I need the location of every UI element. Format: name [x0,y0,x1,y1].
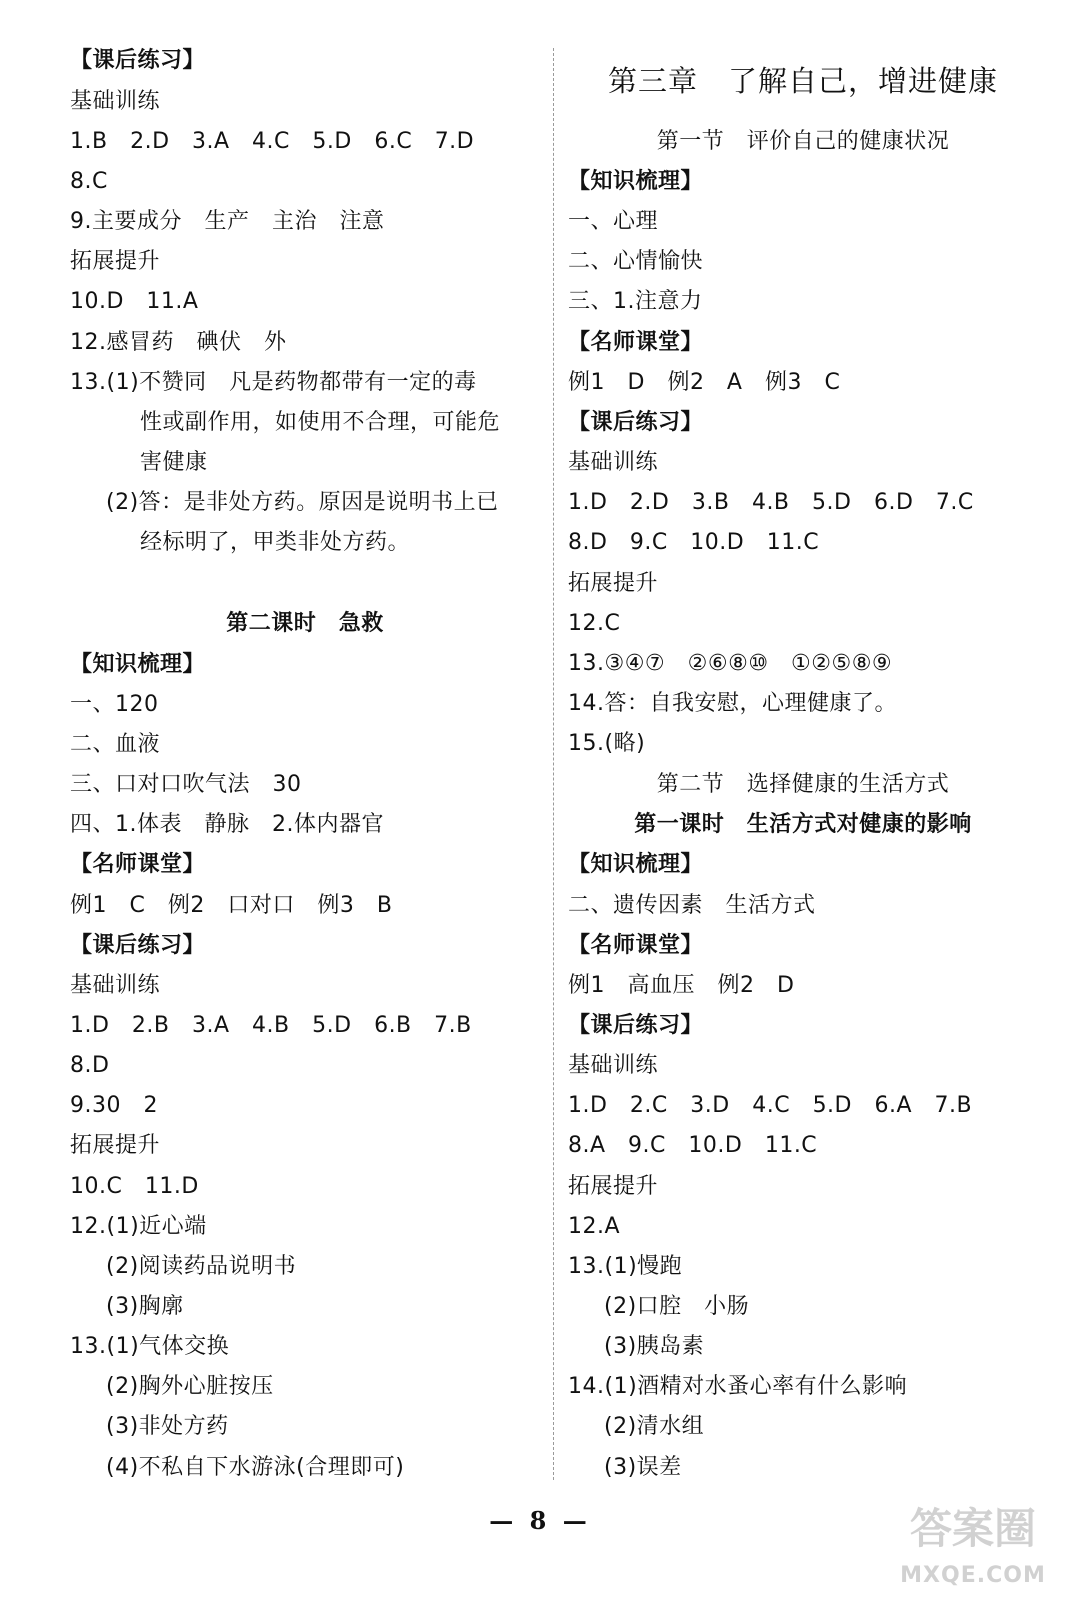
subsection-label: 基础训练 [568,1053,659,1078]
answer-line: 8.D 9.C 10.D 11.C [568,530,820,555]
section-heading: 【课后练习】 [70,933,206,958]
answer-line: 9.主要成分 生产 主治 注意 [70,209,385,234]
answer-line: (3)胸廓 [106,1294,184,1319]
subsection-label: 拓展提升 [70,249,161,274]
answer-line: 13.(1)不赞同 凡是药物都带有一定的毒 [70,370,477,395]
answer-line: 9.30 2 [70,1093,158,1118]
subsection-label: 基础训练 [568,450,659,475]
answer-line: 10.C 11.D [70,1174,199,1199]
watermark-url: MXQE.COM [900,1563,1046,1588]
watermark-logo [878,1504,1068,1596]
subsection-label: 拓展提升 [568,1174,659,1199]
answer-line: 8.D [70,1053,110,1078]
answer-line: 14.答：自我安慰，心理健康了。 [568,691,897,716]
page-number: — 8 — [489,1506,591,1535]
answer-line: 性或副作用，如使用不合理，可能危 [140,410,501,435]
answer-line: 三、1.注意力 [568,289,703,314]
chapter-title: 第三章 了解自己，增进健康 [607,64,998,98]
answer-line: (2)胸外心脏按压 [106,1374,274,1399]
watermark-text: 答案圈 [909,1504,1036,1553]
answer-line: 四、1.体表 静脉 2.体内器官 [70,812,384,837]
section-heading: 【课后练习】 [568,410,704,435]
subsection-label: 基础训练 [70,973,161,998]
answer-line: 例1 C 例2 口对口 例3 B [70,893,393,918]
answer-line: (3)胰岛素 [604,1334,705,1359]
answer-line: 13.(1)气体交换 [70,1334,230,1359]
answer-line: 二、心情愉快 [568,249,704,274]
section-heading: 【知识梳理】 [568,852,704,877]
answer-line: 14.(1)酒精对水蚤心率有什么影响 [568,1374,908,1399]
answer-line: (2)答：是非处方药。原因是说明书上已 [106,490,499,515]
section-heading: 【课后练习】 [70,48,206,73]
answer-line: 12.(1)近心端 [70,1214,207,1239]
answer-line: 12.C [568,611,621,636]
answer-line: 二、血液 [70,732,161,757]
answer-line: 10.D 11.A [70,289,199,314]
answer-line: 三、口对口吹气法 30 [70,772,302,797]
subsection-label: 拓展提升 [568,571,659,596]
answer-line: 1.D 2.C 3.D 4.C 5.D 6.A 7.B [568,1093,973,1118]
answer-line: 1.D 2.D 3.B 4.B 5.D 6.D 7.C [568,490,974,515]
answer-line: (2)口腔 小肠 [604,1294,750,1319]
answer-line: (4)不私自下水游泳(合理即可) [106,1455,405,1480]
section-title: 第二节 选择健康的生活方式 [656,772,950,797]
answer-line: 一、120 [70,692,159,717]
answer-line: 1.B 2.D 3.A 4.C 5.D 6.C 7.D [70,129,475,154]
lesson-title: 第二课时 急救 [226,611,384,636]
answer-line: 13.③④⑦ ②⑥⑧⑩ ①②⑤⑧⑨ [568,651,893,676]
subsection-label: 拓展提升 [70,1133,161,1158]
answer-line: 13.(1)慢跑 [568,1254,683,1279]
answer-line: 12.感冒药 碘伏 外 [70,330,287,355]
answer-line: 15.(略) [568,731,646,756]
answer-line: 例1 D 例2 A 例3 C [568,370,841,395]
answer-line: (3)误差 [604,1455,682,1480]
answer-line: (2)清水组 [604,1414,705,1439]
answer-line: 害健康 [140,450,208,475]
answer-line: 经标明了，甲类非处方药。 [140,530,411,555]
section-title: 第一节 评价自己的健康状况 [656,129,950,154]
answer-line: (2)阅读药品说明书 [106,1254,297,1279]
section-heading: 【知识梳理】 [568,169,704,194]
lesson-title: 第一课时 生活方式对健康的影响 [634,812,972,837]
answer-line: 二、遗传因素 生活方式 [568,893,816,918]
answer-line: 例1 高血压 例2 D [568,973,795,998]
section-heading: 【名师课堂】 [568,933,704,958]
section-heading: 【名师课堂】 [70,852,206,877]
answer-line: 8.A 9.C 10.D 11.C [568,1133,818,1158]
answer-line: 1.D 2.B 3.A 4.B 5.D 6.B 7.B [70,1013,472,1038]
answer-line: 8.C [70,169,108,194]
answer-line: (3)非处方药 [106,1414,229,1439]
section-heading: 【名师课堂】 [568,330,704,355]
column-divider [553,48,554,1480]
section-heading: 【课后练习】 [568,1013,704,1038]
subsection-label: 基础训练 [70,89,161,114]
answer-line: 12.A [568,1214,621,1239]
section-heading: 【知识梳理】 [70,652,206,677]
answer-line: 一、心理 [568,209,659,234]
